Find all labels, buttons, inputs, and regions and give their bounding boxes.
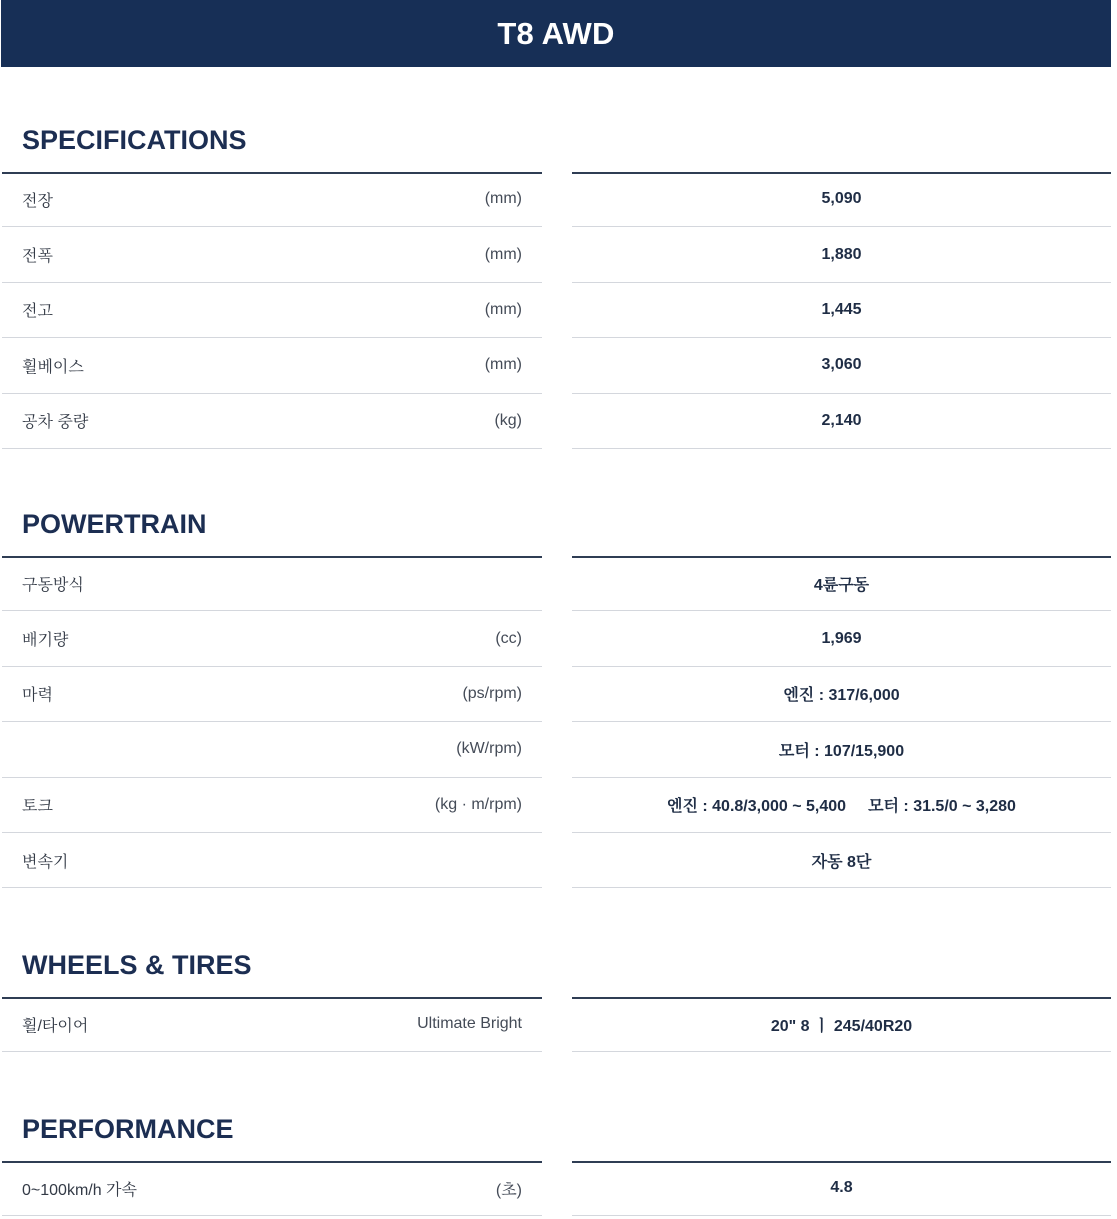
- row-value: 20" 8 ㅣ 245/40R20: [572, 997, 1111, 1052]
- row-unit: (mm): [484, 190, 522, 208]
- row-value: 모터 : 107/15,900: [572, 722, 1111, 777]
- row-label: 마력: [22, 687, 53, 705]
- row-value: 1,969: [572, 611, 1111, 666]
- table-row: [0, 667, 1117, 722]
- row-value: 5,090: [572, 172, 1111, 227]
- row-unit: (mm): [484, 300, 522, 318]
- section-title-wheels-tires: WHEELS & TIRES: [22, 950, 252, 980]
- row-value: 1,445: [572, 283, 1111, 338]
- row-unit: (kW/rpm): [456, 740, 522, 758]
- powertrain-table: [0, 556, 1117, 888]
- row-value: 3,060: [572, 338, 1111, 393]
- row-label: 0~100km/h 가속: [22, 1181, 137, 1199]
- row-unit: (kg · m/rpm): [434, 795, 522, 813]
- row-unit: (초): [495, 1181, 522, 1199]
- row-value: 1,880: [572, 227, 1111, 282]
- table-row: [0, 338, 1117, 393]
- row-label: 공차 중량: [22, 414, 89, 432]
- row-unit: (cc): [495, 629, 522, 647]
- row-label: 전고: [22, 303, 53, 321]
- table-row: [0, 1161, 1117, 1216]
- row-label: 휠/타이어: [22, 1017, 89, 1035]
- row-unit: (kg): [494, 411, 522, 429]
- row-value: 2,140: [572, 394, 1111, 449]
- table-row: [0, 172, 1117, 227]
- table-row: [0, 556, 1117, 611]
- row-unit: Ultimate Bright: [417, 1015, 522, 1033]
- row-label: 전폭: [22, 248, 53, 266]
- section-title-specifications: SPECIFICATIONS: [22, 125, 247, 155]
- table-row: [0, 394, 1117, 449]
- row-label: 변속기: [22, 853, 69, 871]
- table-row: [0, 283, 1117, 338]
- table-row: [0, 833, 1117, 888]
- table-row: [0, 778, 1117, 833]
- row-label: 구동방식: [22, 576, 84, 594]
- section-title-performance: PERFORMANCE: [22, 1114, 234, 1144]
- row-unit: (mm): [484, 245, 522, 263]
- table-row: [0, 997, 1117, 1052]
- row-value: 자동 8단: [572, 833, 1111, 888]
- row-label: 휠베이스: [22, 358, 84, 376]
- row-value: 4륜구동: [572, 556, 1111, 611]
- table-row: [0, 611, 1117, 666]
- row-unit: (ps/rpm): [462, 684, 522, 702]
- row-value: 4.8: [572, 1161, 1111, 1216]
- page-header: [1, 0, 1111, 67]
- row-value-group: [572, 778, 1111, 833]
- section-title-powertrain: POWERTRAIN: [22, 509, 207, 539]
- wheels-table: [0, 997, 1117, 1052]
- row-unit: (mm): [484, 356, 522, 374]
- specifications-table: [0, 172, 1117, 449]
- row-label: 토크: [22, 798, 53, 816]
- table-row: [0, 722, 1117, 777]
- row-label: 전장: [22, 192, 53, 210]
- row-label: 배기량: [22, 632, 69, 650]
- row-value-motor: 모터 : 31.5/0 ~ 3,280: [868, 798, 1016, 816]
- table-row: [0, 227, 1117, 282]
- row-value: 엔진 : 317/6,000: [572, 667, 1111, 722]
- performance-table: [0, 1161, 1117, 1216]
- row-value-engine: 엔진 : 40.8/3,000 ~ 5,400: [667, 798, 847, 816]
- header-title: T8 AWD: [497, 15, 615, 51]
